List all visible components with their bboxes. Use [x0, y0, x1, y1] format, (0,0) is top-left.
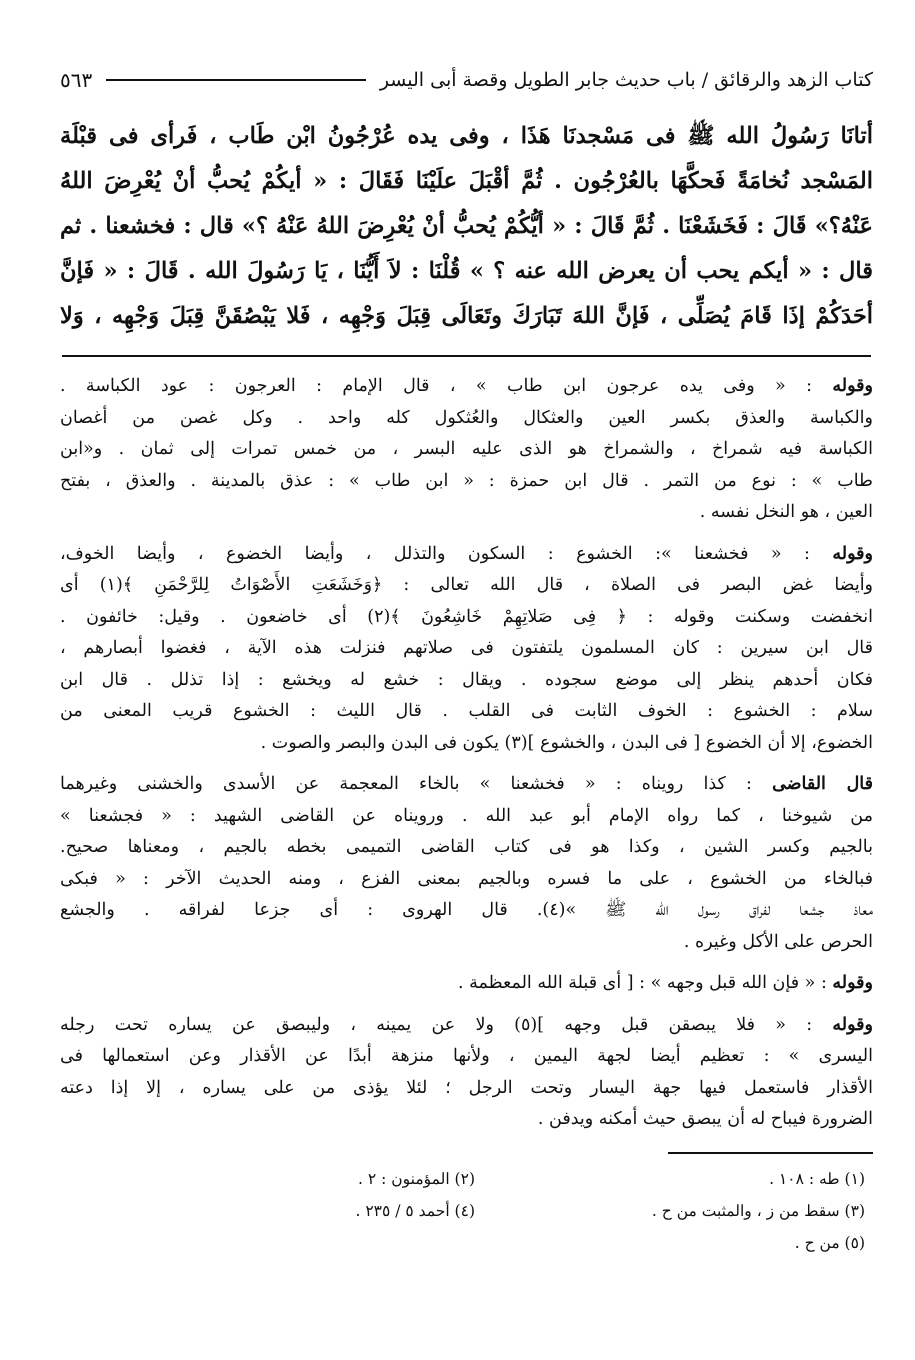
commentary-line: الخضوع، إلا أن الخضوع [ فى البدن ، والخشوع ](٣) يكون فى البدن والبصر والصوت .: [260, 732, 873, 753]
running-header-title: كتاب الزهد والرقائق / باب حديث جابر الطويل وقصة أبى اليسر: [379, 69, 873, 91]
section-divider: [62, 355, 871, 357]
paragraph-lead: وقوله: [832, 1014, 873, 1035]
footnote-rule: [668, 1152, 873, 1154]
footnote: (٤) أحمد ٥ / ٢٣٥ .: [355, 1201, 475, 1220]
paragraph-lead: وقوله: [832, 973, 873, 993]
footnotes: [60, 1164, 873, 1258]
header-rule: [106, 79, 366, 81]
footnote: (١) طه : ١٠٨ .: [769, 1169, 865, 1188]
footnote: (٣) سقط من ز ، والمثبت من ح .: [651, 1201, 865, 1220]
commentary-line: من شيوخنا ، كما رواه الإمام أبو عبد الله . ورويناه عن القاضى الشهيد : « فجشعنا »: [60, 805, 873, 826]
commentary-line: وأيضا غض البصر فى الصلاة ، قال الله تعالى : ﴿وَخَشَعَتِ الأَصْوَاتُ لِلرَّحْمَنِ ﴾(١) أى: [60, 575, 873, 595]
footnote: (٥) من ح .: [794, 1233, 865, 1252]
commentary-line: انخفضت وسكنت وقوله : ﴿ فِى صَلاتِهِمْ خَاشِعُونَ ﴾(٢) أى خاضعون . وقيل: خائفون .: [60, 606, 873, 627]
hadith-line: المَسْجد نُخامَةً فَحكَّهَا بالعُرْجُون . ثُمَّ أقْبَلَ علَيْنَا فَقَالَ : « أيكُمْ يُحبُّ أنْ يُعْرِضَ اللهُ: [60, 168, 873, 194]
commentary-line: قال ابن سيرين : كان المسلمون يلتفتون فى صلاتهم فنزلت هذه الآية ، فغضوا أبصارهم ،: [60, 638, 873, 658]
hadith-text: [60, 114, 873, 339]
commentary-line: بالجيم وكسر الشين ، وكذا هو فى كتاب القاضى التميمى بخطه بالجيم ، ومعناها صحيح.: [60, 837, 873, 857]
commentary-line: سلام : الخشوع : الخوف الثابت فى القلب . قال الليث : الخشوع قريب المعنى من: [60, 701, 873, 721]
page-number: ٥٦٣: [60, 68, 93, 92]
paragraph-lead: قال القاضى: [772, 774, 873, 794]
commentary-line: فبالخاء من الخشوع ، على ما فسره وبالجيم بمعنى الفزع ، ومنه الحديث الآخر : « فبكى: [60, 868, 873, 889]
commentary-paragraph: [60, 769, 873, 958]
commentary-line: فكان أحدهم ينظر إلى موضع سجوده . ويقال : خشع له ويخشع : إذا تذلل . قال ابن: [60, 669, 873, 690]
hadith-line: قال : « أيكم يحب أن يعرض الله عنه ؟ » قُلْنَا : لاَ أَيُّنَا ، يَا رَسُولَ الله . قَالَ : « فَإنَّ: [60, 258, 873, 284]
paragraph-lead: وقوله: [832, 543, 873, 564]
commentary-paragraph: [60, 371, 873, 529]
commentary: [60, 371, 873, 1136]
commentary-paragraph: [60, 968, 873, 1000]
commentary-line: الضرورة فيباح له أن يبصق حيث أمكنه ويدفن .: [537, 1109, 873, 1129]
commentary-line: وقوله : « فخشعنا »: الخشوع : السكون والتذلل ، وأيضا الخضوع ، وأيضا الخوف،: [60, 543, 873, 564]
commentary-line: وقوله : « وفى يده عرجون ابن طاب » ، قال الإمام : العرجون : عود الكباسة .: [60, 376, 873, 396]
commentary-paragraph: [60, 1010, 873, 1136]
commentary-line: والكباسة والعذق بكسر العين والعثكال والعُثكول كله واحد . وكل غصن من أغصان: [60, 407, 873, 428]
commentary-line: وقوله : « فلا يبصقن قبل وجهه ](٥) ولا عن يمينه ، وليبصق عن يساره تحت رجله: [60, 1014, 873, 1035]
commentary-line: الكباسة فيه شمراخ ، والشمراخ هو الذى عليه البسر ، من خمس تمرات إلى ثمان . و«ابن: [60, 439, 873, 459]
hadith-line: عَنْهُ؟» قَالَ : فَخَشَعْنَا . ثُمَّ قَالَ : « أيُّكُمْ يُحبُّ أنْ يُعْرِضَ اللهُ عَنْهُ ؟» قال : فخشعنا . ثم: [60, 213, 873, 239]
commentary-line: العين ، هو النخل نفسه .: [699, 502, 873, 522]
commentary-line: طاب » : نوع من التمر . قال ابن حمزة : « ابن طاب » : عذق بالمدينة . والعذق ، بفتح: [60, 470, 873, 491]
commentary-line: الحرص على الأكل وغيره .: [683, 931, 873, 952]
hadith-line: أتانَا رَسُولُ الله ﷺ فى مَسْجدنَا هَذَا ، وفى يده عُرْجُونُ ابْن طَاب ، فَرأى فى قبْلَة: [60, 123, 873, 149]
commentary-line: الأقذار فاستعمل فيها جهة اليسار وتحت الرجل ؛ لئلا يؤذى من على يساره ، إلا إذا دعته: [60, 1077, 873, 1098]
paragraph-lead: وقوله: [832, 376, 873, 396]
hadith-line: أحَدَكُمْ إذَا قَامَ يُصَلِّى ، فَإنَّ اللهَ تَبَارَكَ وتَعَالَى قِبَلَ وَجْهِه ، فَلا يَبْصُقَنَّ قِبَلَ وَجْهِه ، وَلا: [60, 303, 873, 329]
commentary-paragraph: [60, 539, 873, 760]
commentary-line: معاذ جشعا لفراق رسول الله ﷺ »(٤). قال الهروى : أى جزعا لفراقه . والجشع: [60, 900, 873, 920]
running-header: [60, 60, 873, 100]
commentary-line: وقوله : « فإن الله قبل وجهه » : [ أى قبلة الله المعظمة .: [458, 973, 873, 993]
commentary-line: قال القاضى : كذا رويناه : « فخشعنا » بالخاء المعجمة عن الأسدى والخشنى وغيرهما: [60, 774, 873, 794]
footnote: (٢) المؤمنون : ٢ .: [358, 1169, 475, 1188]
commentary-line: اليسرى » : تعظيم أيضا لجهة اليمين ، ولأنها منزهة أبدًا عن الأقذار وعن استعمالها فى: [60, 1046, 873, 1066]
